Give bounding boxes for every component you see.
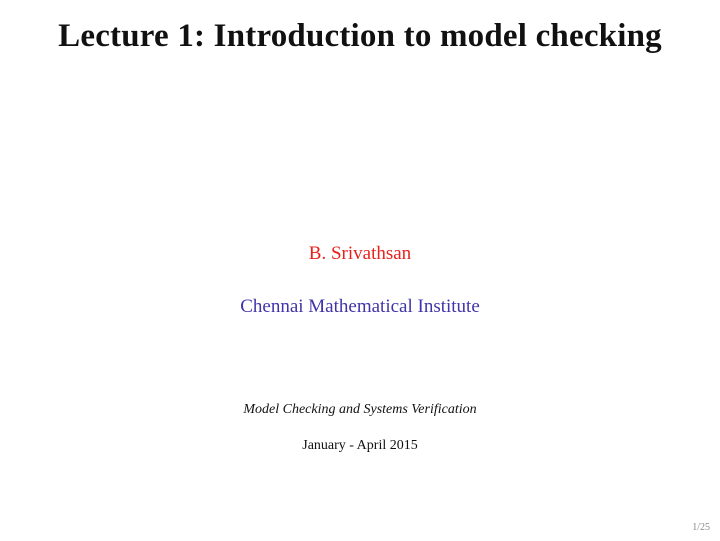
date-range: January - April 2015 (302, 438, 418, 453)
course-name: Model Checking and Systems Verification (243, 402, 477, 417)
page-number: 1/25 (692, 522, 710, 533)
institute-name: Chennai Mathematical Institute (240, 296, 480, 317)
slide-title: Lecture 1: Introduction to model checking (58, 18, 662, 54)
author-name: B. Srivathsan (308, 243, 412, 264)
